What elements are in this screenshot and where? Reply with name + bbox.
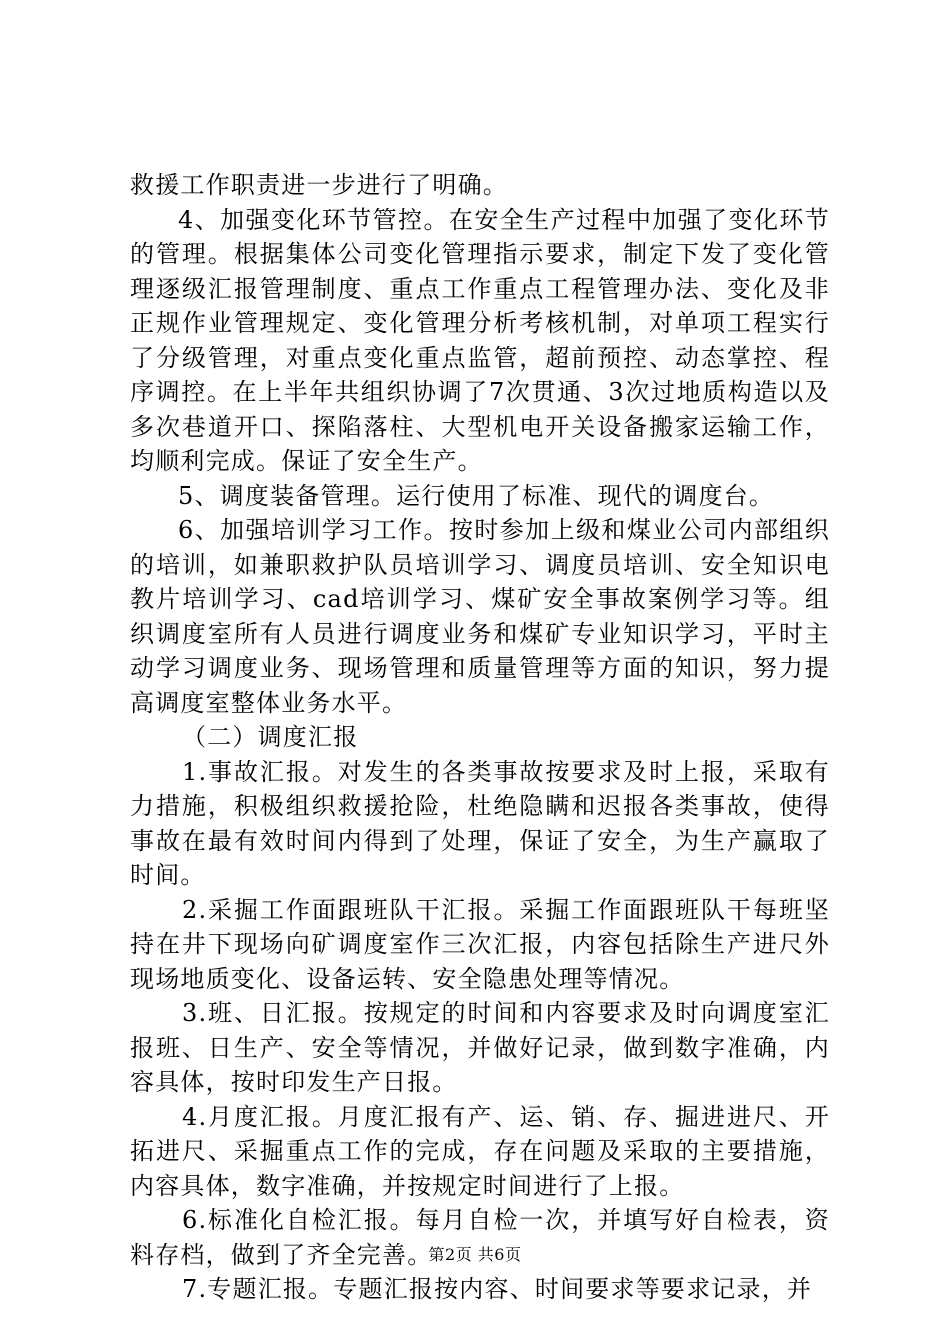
paragraph: 3.班、日汇报。按规定的时间和内容要求及时向调度室汇报班、日生产、安全等情况，并做好记录，做到数字准确，内容具体，按时印发生产日报。	[130, 999, 830, 1096]
paragraph: 6、加强培训学习工作。按时参加上级和煤业公司内部组织的培训，如兼职救护队员培训学习、调度员培训、安全知识电教片培训学习、cad培训学习、煤矿安全事故案例学习等。组织调度室所有人员进行调度业务和煤矿专业知识学习，平时主动学习调度业务、现场管理和质量管理等方面的知识，努力提高调度室整体业务水平。	[130, 516, 830, 717]
paragraph: 救援工作职责进一步进行了明确。	[130, 171, 508, 199]
paragraph: 1.事故汇报。对发生的各类事故按要求及时上报，采取有力措施，积极组织救援抢险，杜绝隐瞒和迟报各类事故，使得事故在最有效时间内得到了处理，保证了安全，为生产赢取了时间。	[130, 757, 830, 889]
section-heading: （二）调度汇报	[182, 723, 359, 751]
paragraph: 4、加强变化环节管控。在安全生产过程中加强了变化环节的管理。根据集体公司变化管理指示要求，制定下发了变化管理逐级汇报管理制度、重点工作重点工程管理办法、变化及非正规作业管理规定、变化管理分析考核机制，对单项工程实行了分级管理，对重点变化重点监管，超前预控、动态掌控、程序调控。在上半年共组织协调了7次贯通、3次过地质构造以及多次巷道开口、探陷落柱、大型机电开关设备搬家运输工作，均顺利完成。保证了安全生产。	[130, 205, 830, 475]
document-body	[130, 168, 830, 1307]
paragraph: 4.月度汇报。月度汇报有产、运、销、存、掘进进尺、开拓进尺、采掘重点工作的完成，存在问题及采取的主要措施，内容具体，数字准确，并按规定时间进行了上报。	[130, 1102, 830, 1200]
paragraph: 2.采掘工作面跟班队干汇报。采掘工作面跟班队干每班坚持在井下现场向矿调度室作三次汇报，内容包括除生产进尺外现场地质变化、设备运转、安全隐患处理等情况。	[130, 895, 830, 993]
page-number-footer: 第2页 共6页	[428, 1245, 522, 1264]
paragraph: 6.标准化自检汇报。每月自检一次，并填写好自检表，资料存档，做到了齐全完善。	[130, 1206, 830, 1269]
paragraph: 5、调度装备管理。运行使用了标准、现代的调度台。	[178, 481, 775, 510]
paragraph: 7.专题汇报。专题汇报按内容、时间要求等要求记录，并	[182, 1275, 813, 1303]
